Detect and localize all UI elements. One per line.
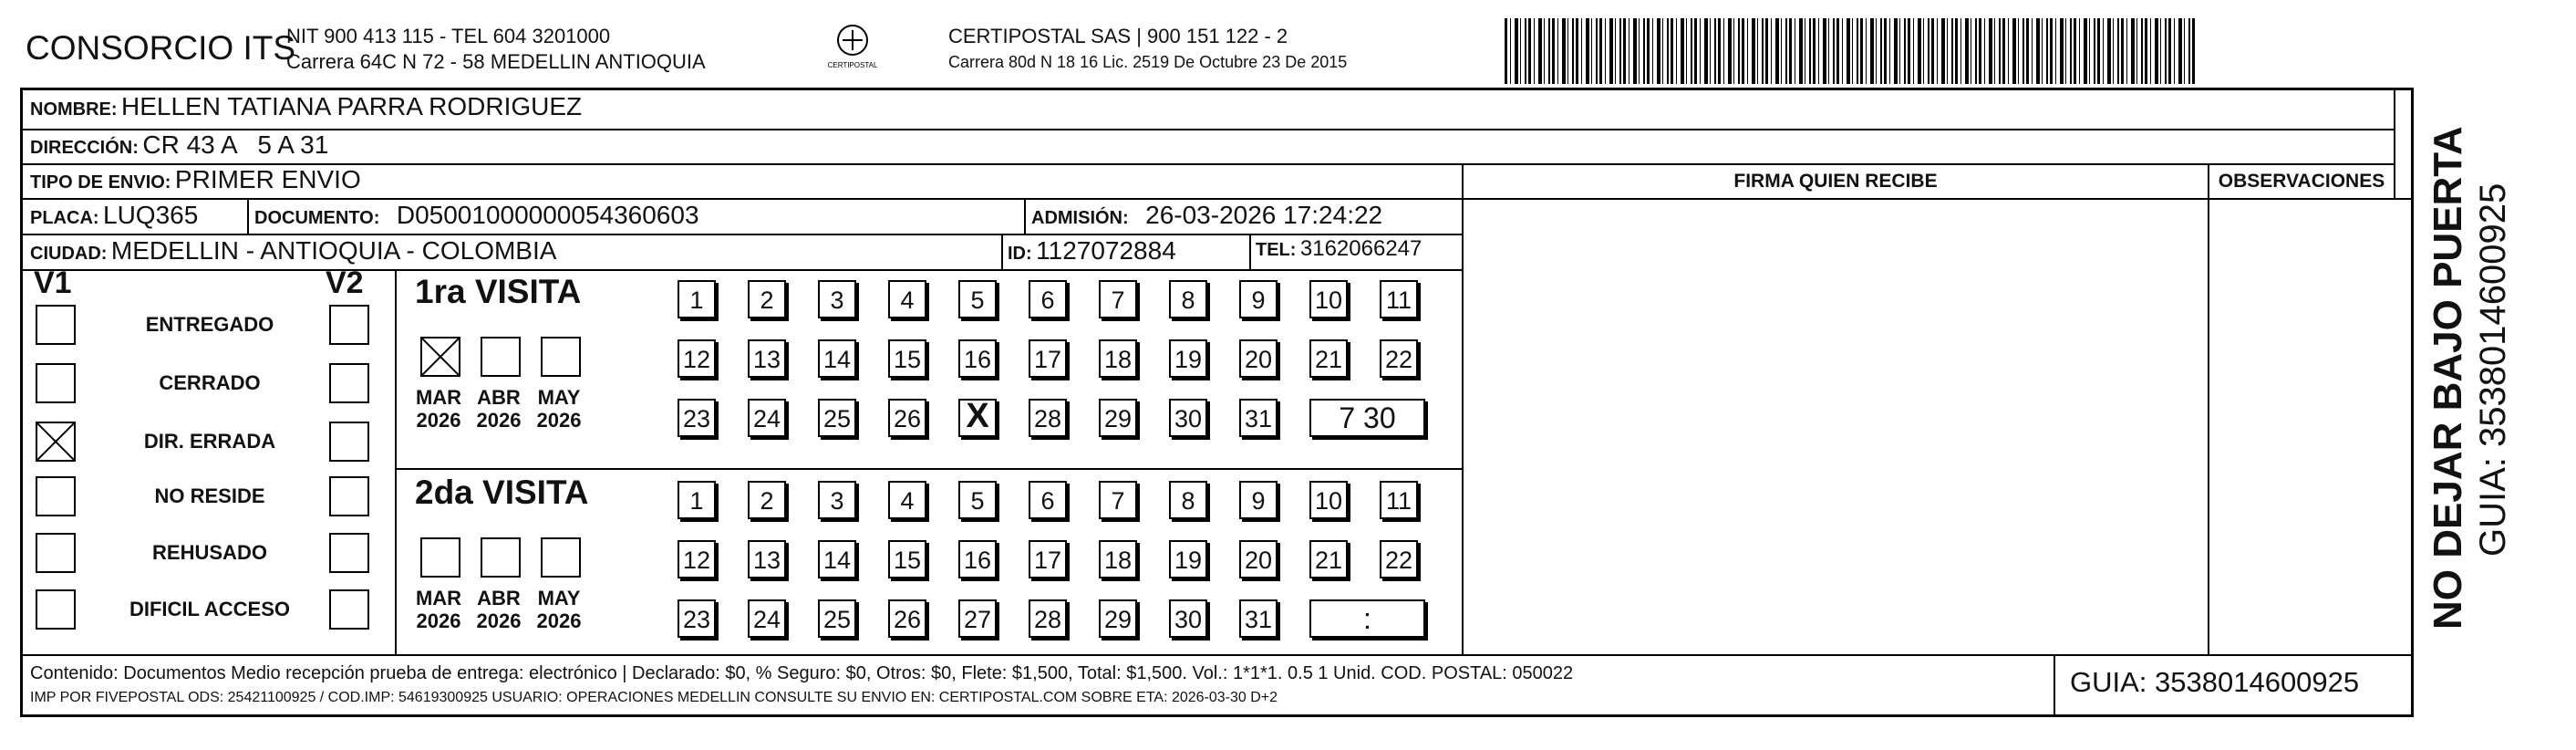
v1-checkbox[interactable] (36, 363, 76, 403)
day-box[interactable]: 3 (818, 481, 856, 519)
day-box[interactable]: 29 (1099, 399, 1137, 437)
day-box[interactable]: 21 (1309, 339, 1348, 378)
month-checkbox[interactable] (420, 537, 460, 578)
day-box[interactable]: 11 (1380, 481, 1418, 519)
day-box[interactable]: 25 (818, 599, 856, 638)
month-label (470, 386, 528, 432)
day-box[interactable]: 15 (888, 339, 926, 378)
day-box[interactable]: 26 (888, 399, 926, 437)
documento-label: DOCUMENTO: (254, 208, 380, 228)
day-box[interactable]: 28 (1029, 599, 1067, 638)
company-name: CONSORCIO ITS (26, 29, 296, 67)
day-box[interactable]: 3 (818, 280, 856, 318)
day-box[interactable]: 8 (1169, 481, 1207, 519)
company-info (286, 24, 706, 75)
id-label: ID: (1008, 244, 1032, 264)
placa-value: LUQ365 (103, 201, 199, 229)
footer-contenido: Contenido: Documentos Medio recepción prueba de entrega: electrónico | Declarado: $0, % Seguro: $0, Otros: $0, Flete: $1,500, Total: $1,500. Vol.: 1*1*1. 0.5 1 Unid. COD. POSTAL: 050022 (30, 663, 1574, 683)
month-label (530, 386, 588, 432)
direccion-row (30, 130, 328, 160)
month-year: 2026 (476, 609, 522, 632)
month-label (530, 587, 588, 632)
day-box[interactable] (958, 399, 997, 437)
tel-value: 3162066247 (1299, 236, 1422, 261)
documento-value: D05001000000054360603 (396, 201, 699, 229)
day-box[interactable]: 7 (1099, 481, 1137, 519)
day-box[interactable]: 7 (1099, 280, 1137, 318)
v1-checkbox[interactable] (36, 422, 76, 462)
day-box[interactable]: 20 (1239, 339, 1278, 378)
month-checkbox[interactable] (481, 337, 521, 377)
day-box[interactable]: 12 (678, 540, 716, 578)
month-checkbox[interactable] (420, 337, 460, 377)
day-box[interactable]: 12 (678, 339, 716, 378)
day-box[interactable]: 18 (1099, 339, 1137, 378)
day-box[interactable]: 17 (1029, 339, 1067, 378)
day-box[interactable]: 25 (818, 399, 856, 437)
day-box[interactable]: 14 (818, 540, 856, 578)
month-name: MAR (415, 587, 462, 609)
firma-header: FIRMA QUIEN RECIBE (1733, 171, 1938, 192)
v1-checkbox[interactable] (36, 305, 76, 345)
nombre-label: NOMBRE: (30, 99, 118, 120)
month-year: 2026 (416, 609, 461, 632)
day-box[interactable]: 19 (1169, 339, 1207, 378)
day-box[interactable]: 6 (1029, 280, 1067, 318)
admision-label: ADMISIÓN: (1031, 208, 1129, 228)
status-label: REHUSADO (152, 541, 267, 564)
delivery-form (20, 88, 2414, 717)
certipostal-nit: CERTIPOSTAL SAS | 900 151 122 - 2 (948, 25, 1288, 47)
day-box[interactable]: 9 (1239, 280, 1278, 318)
day-box[interactable]: 24 (748, 399, 786, 437)
day-box[interactable]: 23 (678, 599, 716, 638)
v1-checkbox[interactable] (36, 476, 76, 516)
month-year: 2026 (416, 409, 461, 432)
day-box[interactable]: 20 (1239, 540, 1278, 578)
visit-title: 1ra VISITA (415, 273, 582, 310)
month-name: ABR (477, 386, 521, 409)
admision-row (1031, 201, 1382, 230)
day-box[interactable]: 18 (1099, 540, 1137, 578)
certipostal-address: Carrera 80d N 18 16 Lic. 2519 De Octubre 23 De 2015 (948, 53, 1348, 71)
v2-checkbox[interactable] (329, 305, 369, 345)
logo-icon (821, 20, 885, 75)
month-checkbox[interactable] (541, 337, 581, 377)
tipo-row (30, 165, 361, 194)
month-name: ABR (477, 587, 521, 609)
month-name: MAY (537, 386, 581, 409)
nombre-value: HELLEN TATIANA PARRA RODRIGUEZ (121, 92, 583, 120)
hour-box[interactable]: 7 30 (1309, 399, 1425, 437)
month-label (409, 386, 468, 432)
v1-header: V1 (34, 266, 72, 300)
admision-value: 26-03-2026 17:24:22 (1145, 201, 1383, 229)
certipostal-info (948, 24, 1347, 75)
day-box[interactable]: 2 (748, 481, 786, 519)
footer-guia: GUIA: 3538014600925 (2054, 655, 2414, 717)
tipo-label: TIPO DE ENVIO: (30, 172, 171, 193)
day-box[interactable]: 19 (1169, 540, 1207, 578)
day-box[interactable]: 6 (1029, 481, 1067, 519)
ciudad-label: CIUDAD: (30, 244, 108, 264)
day-box[interactable]: 10 (1309, 481, 1348, 519)
day-box[interactable]: 5 (958, 481, 997, 519)
day-box[interactable]: 21 (1309, 540, 1348, 578)
day-box[interactable]: 14 (818, 339, 856, 378)
logo-text: CERTIPOSTAL (827, 61, 878, 69)
day-box[interactable]: 4 (888, 280, 926, 318)
day-box[interactable]: 22 (1380, 339, 1418, 378)
tel-row (1256, 236, 1422, 262)
placa-row (30, 201, 198, 230)
side-warning: NO DEJAR BAJO PUERTA (2426, 126, 2470, 630)
day-box[interactable]: 28 (1029, 399, 1067, 437)
v2-checkbox[interactable] (329, 476, 369, 516)
v2-checkbox[interactable] (329, 533, 369, 573)
month-name: MAY (537, 587, 581, 609)
hour-box[interactable]: : (1309, 599, 1425, 638)
day-box[interactable]: 27 (958, 599, 997, 638)
ciudad-value: MEDELLIN - ANTIOQUIA - COLOMBIA (110, 236, 557, 265)
day-box[interactable]: 23 (678, 399, 716, 437)
placa-label: PLACA: (30, 208, 99, 228)
status-label: CERRADO (159, 371, 261, 394)
status-label: NO RESIDE (154, 484, 265, 507)
day-box[interactable]: 31 (1239, 599, 1278, 638)
day-box[interactable]: 5 (958, 280, 997, 318)
v2-header: V2 (326, 266, 364, 300)
day-box[interactable]: 17 (1029, 540, 1067, 578)
day-box[interactable]: 22 (1380, 540, 1418, 578)
ciudad-row (30, 236, 556, 266)
direccion-label: DIRECCIÓN: (30, 138, 139, 158)
barcode (1505, 18, 2198, 84)
v1-checkbox[interactable] (36, 589, 76, 630)
certipostal-logo (821, 20, 885, 75)
day-box[interactable]: 30 (1169, 399, 1207, 437)
day-box[interactable]: 1 (678, 481, 716, 519)
id-row (1008, 236, 1176, 266)
nombre-row (30, 92, 582, 121)
day-box[interactable]: 11 (1380, 280, 1418, 318)
day-box[interactable]: 10 (1309, 280, 1348, 318)
visit-title: 2da VISITA (415, 474, 589, 511)
tel-label: TEL: (1256, 240, 1297, 260)
status-label: DIR. ERRADA (143, 430, 276, 453)
v2-checkbox[interactable] (329, 422, 369, 462)
id-value: 1127072884 (1036, 236, 1176, 265)
day-box[interactable]: 29 (1099, 599, 1137, 638)
day-box[interactable]: 2 (748, 280, 786, 318)
month-label (470, 587, 528, 632)
day-box[interactable]: 31 (1239, 399, 1278, 437)
observaciones-header: OBSERVACIONES (2218, 171, 2385, 192)
status-label: ENTREGADO (145, 313, 274, 336)
day-box[interactable]: 9 (1239, 481, 1278, 519)
month-checkbox[interactable] (541, 537, 581, 578)
v1-checkbox[interactable] (36, 533, 76, 573)
direccion-value: CR 43 A 5 A 31 (142, 130, 329, 159)
day-box[interactable]: 4 (888, 481, 926, 519)
tipo-value: PRIMER ENVIO (174, 165, 361, 193)
v2-checkbox[interactable] (329, 589, 369, 630)
month-year: 2026 (536, 409, 582, 432)
day-box[interactable]: 13 (748, 540, 786, 578)
day-box[interactable]: 30 (1169, 599, 1207, 638)
month-checkbox[interactable] (481, 537, 521, 578)
month-year: 2026 (476, 409, 522, 432)
month-year: 2026 (536, 609, 582, 632)
day-box[interactable]: 13 (748, 339, 786, 378)
documento-row (254, 201, 699, 230)
month-label (409, 587, 468, 632)
day-box[interactable]: 8 (1169, 280, 1207, 318)
company-address: Carrera 64C N 72 - 58 MEDELLIN ANTIOQUIA (286, 50, 706, 73)
day-box[interactable]: 1 (678, 280, 716, 318)
side-guia: GUIA: 3538014600925 (2473, 182, 2513, 557)
day-box[interactable]: 16 (958, 540, 997, 578)
day-box[interactable]: 15 (888, 540, 926, 578)
day-box[interactable]: 24 (748, 599, 786, 638)
day-box[interactable]: 26 (888, 599, 926, 638)
day-box[interactable]: 16 (958, 339, 997, 378)
v2-checkbox[interactable] (329, 363, 369, 403)
month-name: MAR (415, 386, 462, 409)
company-nit: NIT 900 413 115 - TEL 604 3201000 (286, 25, 611, 47)
footer-impresion: IMP POR FIVEPOSTAL ODS: 25421100925 / COD.IMP: 54619300925 USUARIO: OPERACIONES MEDELLIN CONSULTE SU ENVIO EN: CERTIPOSTAL.COM SOBRE ETA: 2026-03-30 D+2 (30, 690, 1278, 705)
status-label: DIFICIL ACCESO (129, 598, 290, 620)
